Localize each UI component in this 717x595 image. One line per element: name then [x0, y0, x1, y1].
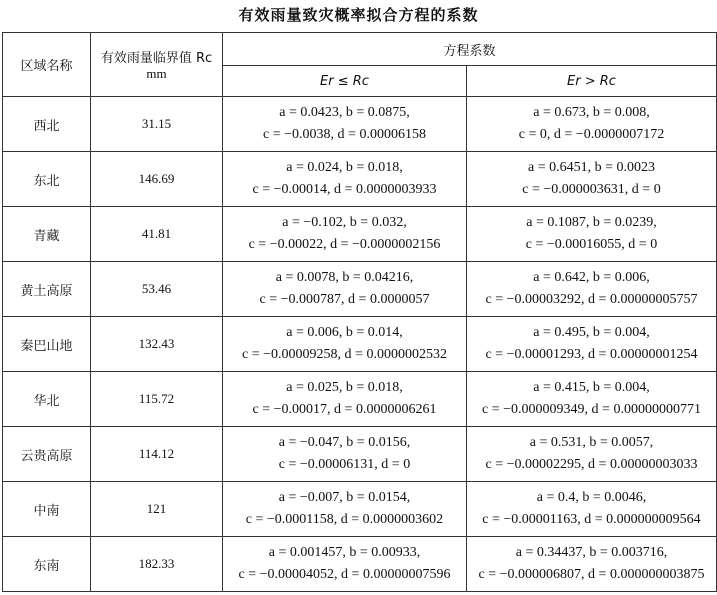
coef-line: a = 0.6451, b = 0.0023	[527, 160, 655, 175]
table-row	[3, 207, 717, 262]
coef-le-cell	[223, 482, 467, 537]
region-cell: 黄土高原	[3, 262, 91, 317]
coef-gt-cell	[467, 317, 717, 372]
threshold-cell: 31.15	[91, 97, 223, 152]
threshold-cell: 41.81	[91, 207, 223, 262]
region-cell: 华北	[3, 372, 91, 427]
coef-line: c = −0.000006807, d = 0.000000003875	[478, 567, 705, 582]
coef-line: c = −0.00009258, d = 0.0000002532	[242, 347, 447, 362]
coef-line: a = 0.024, b = 0.018,	[286, 160, 403, 175]
coef-line: c = −0.0001158, d = 0.0000003602	[245, 512, 444, 527]
header-threshold-label: 有效雨量临界值 Rc	[100, 51, 213, 66]
coef-line: c = −0.00014, d = 0.0000003933	[252, 182, 437, 197]
coef-line: c = −0.00022, d = −0.0000002156	[248, 237, 441, 252]
coef-line: a = 0.0078, b = 0.04216,	[275, 270, 414, 285]
coef-gt-cell	[467, 207, 717, 262]
coef-gt-cell	[467, 372, 717, 427]
coef-line: c = −0.00001163, d = 0.000000009564	[482, 512, 701, 527]
coef-line: c = −0.000003631, d = 0	[522, 182, 661, 197]
coef-line: a = 0.0423, b = 0.0875,	[279, 105, 410, 120]
coef-line: a = 0.1087, b = 0.0239,	[526, 215, 657, 230]
coef-line: a = 0.4, b = 0.0046,	[536, 490, 647, 505]
coef-gt-cell	[467, 152, 717, 207]
coef-line: c = −0.0038, d = 0.00006158	[263, 127, 426, 142]
coef-le-cell	[223, 152, 467, 207]
coef-le-cell	[223, 97, 467, 152]
region-cell: 青藏	[3, 207, 91, 262]
coef-line: a = 0.025, b = 0.018,	[286, 380, 403, 395]
header-threshold	[91, 33, 223, 97]
coef-line: a = 0.495, b = 0.004,	[533, 325, 650, 340]
header-coefficients: 方程系数	[223, 33, 717, 66]
header-condition-gt: Er > Rc	[467, 66, 717, 97]
table-row	[3, 97, 717, 152]
coef-gt-cell	[467, 482, 717, 537]
coef-line: c = −0.00017, d = 0.0000006261	[252, 402, 437, 417]
table-row	[3, 427, 717, 482]
threshold-cell: 114.12	[91, 427, 223, 482]
coef-line: c = −0.00016055, d = 0	[525, 237, 658, 252]
coef-line: a = 0.673, b = 0.008,	[533, 105, 650, 120]
table-title: 有效雨量致灾概率拟合方程的系数	[238, 6, 479, 24]
coef-line: a = 0.001457, b = 0.00933,	[268, 545, 421, 560]
coef-line: a = 0.642, b = 0.006,	[533, 270, 650, 285]
coef-line: a = 0.531, b = 0.0057,	[529, 435, 654, 450]
coef-line: c = −0.00004052, d = 0.00000007596	[238, 567, 451, 582]
table-row	[3, 317, 717, 372]
threshold-cell: 146.69	[91, 152, 223, 207]
threshold-cell: 121	[91, 482, 223, 537]
coef-le-cell	[223, 537, 467, 592]
coef-gt-cell	[467, 427, 717, 482]
region-cell: 云贵高原	[3, 427, 91, 482]
threshold-cell: 53.46	[91, 262, 223, 317]
region-cell: 秦巴山地	[3, 317, 91, 372]
coef-le-cell	[223, 372, 467, 427]
coef-line: a = −0.007, b = 0.0154,	[278, 490, 411, 505]
threshold-cell: 132.43	[91, 317, 223, 372]
coef-line: a = −0.102, b = 0.032,	[282, 215, 407, 230]
coef-line: a = 0.34437, b = 0.003716,	[515, 545, 668, 560]
coef-line: a = 0.006, b = 0.014,	[286, 325, 403, 340]
coef-gt-cell	[467, 97, 717, 152]
table-row	[3, 372, 717, 427]
coef-line: a = −0.047, b = 0.0156,	[278, 435, 411, 450]
region-cell: 东南	[3, 537, 91, 592]
coef-le-cell	[223, 262, 467, 317]
coef-le-cell	[223, 427, 467, 482]
coef-line: a = 0.415, b = 0.004,	[533, 380, 650, 395]
threshold-cell: 182.33	[91, 537, 223, 592]
coef-le-cell	[223, 207, 467, 262]
table-row	[3, 152, 717, 207]
region-cell: 中南	[3, 482, 91, 537]
coef-line: c = 0, d = −0.0000007172	[518, 127, 665, 142]
coef-line: c = −0.000787, d = 0.0000057	[259, 292, 430, 307]
table-row	[3, 537, 717, 592]
coef-le-cell	[223, 317, 467, 372]
header-condition-le: Er ≤ Rc	[223, 66, 467, 97]
threshold-cell: 115.72	[91, 372, 223, 427]
coef-line: c = −0.00006131, d = 0	[278, 457, 411, 472]
coefficient-table	[2, 32, 717, 592]
table-row	[3, 482, 717, 537]
coef-line: c = −0.00002295, d = 0.00000003033	[485, 457, 698, 472]
coef-gt-cell	[467, 537, 717, 592]
table-row	[3, 262, 717, 317]
region-cell: 东北	[3, 152, 91, 207]
coef-line: c = −0.00001293, d = 0.00000001254	[485, 347, 698, 362]
header-threshold-unit: mm	[146, 66, 167, 81]
coef-line: c = −0.000009349, d = 0.00000000771	[482, 402, 701, 417]
region-cell: 西北	[3, 97, 91, 152]
header-region: 区域名称	[3, 33, 91, 97]
coef-gt-cell	[467, 262, 717, 317]
coef-line: c = −0.00003292, d = 0.00000005757	[485, 292, 698, 307]
